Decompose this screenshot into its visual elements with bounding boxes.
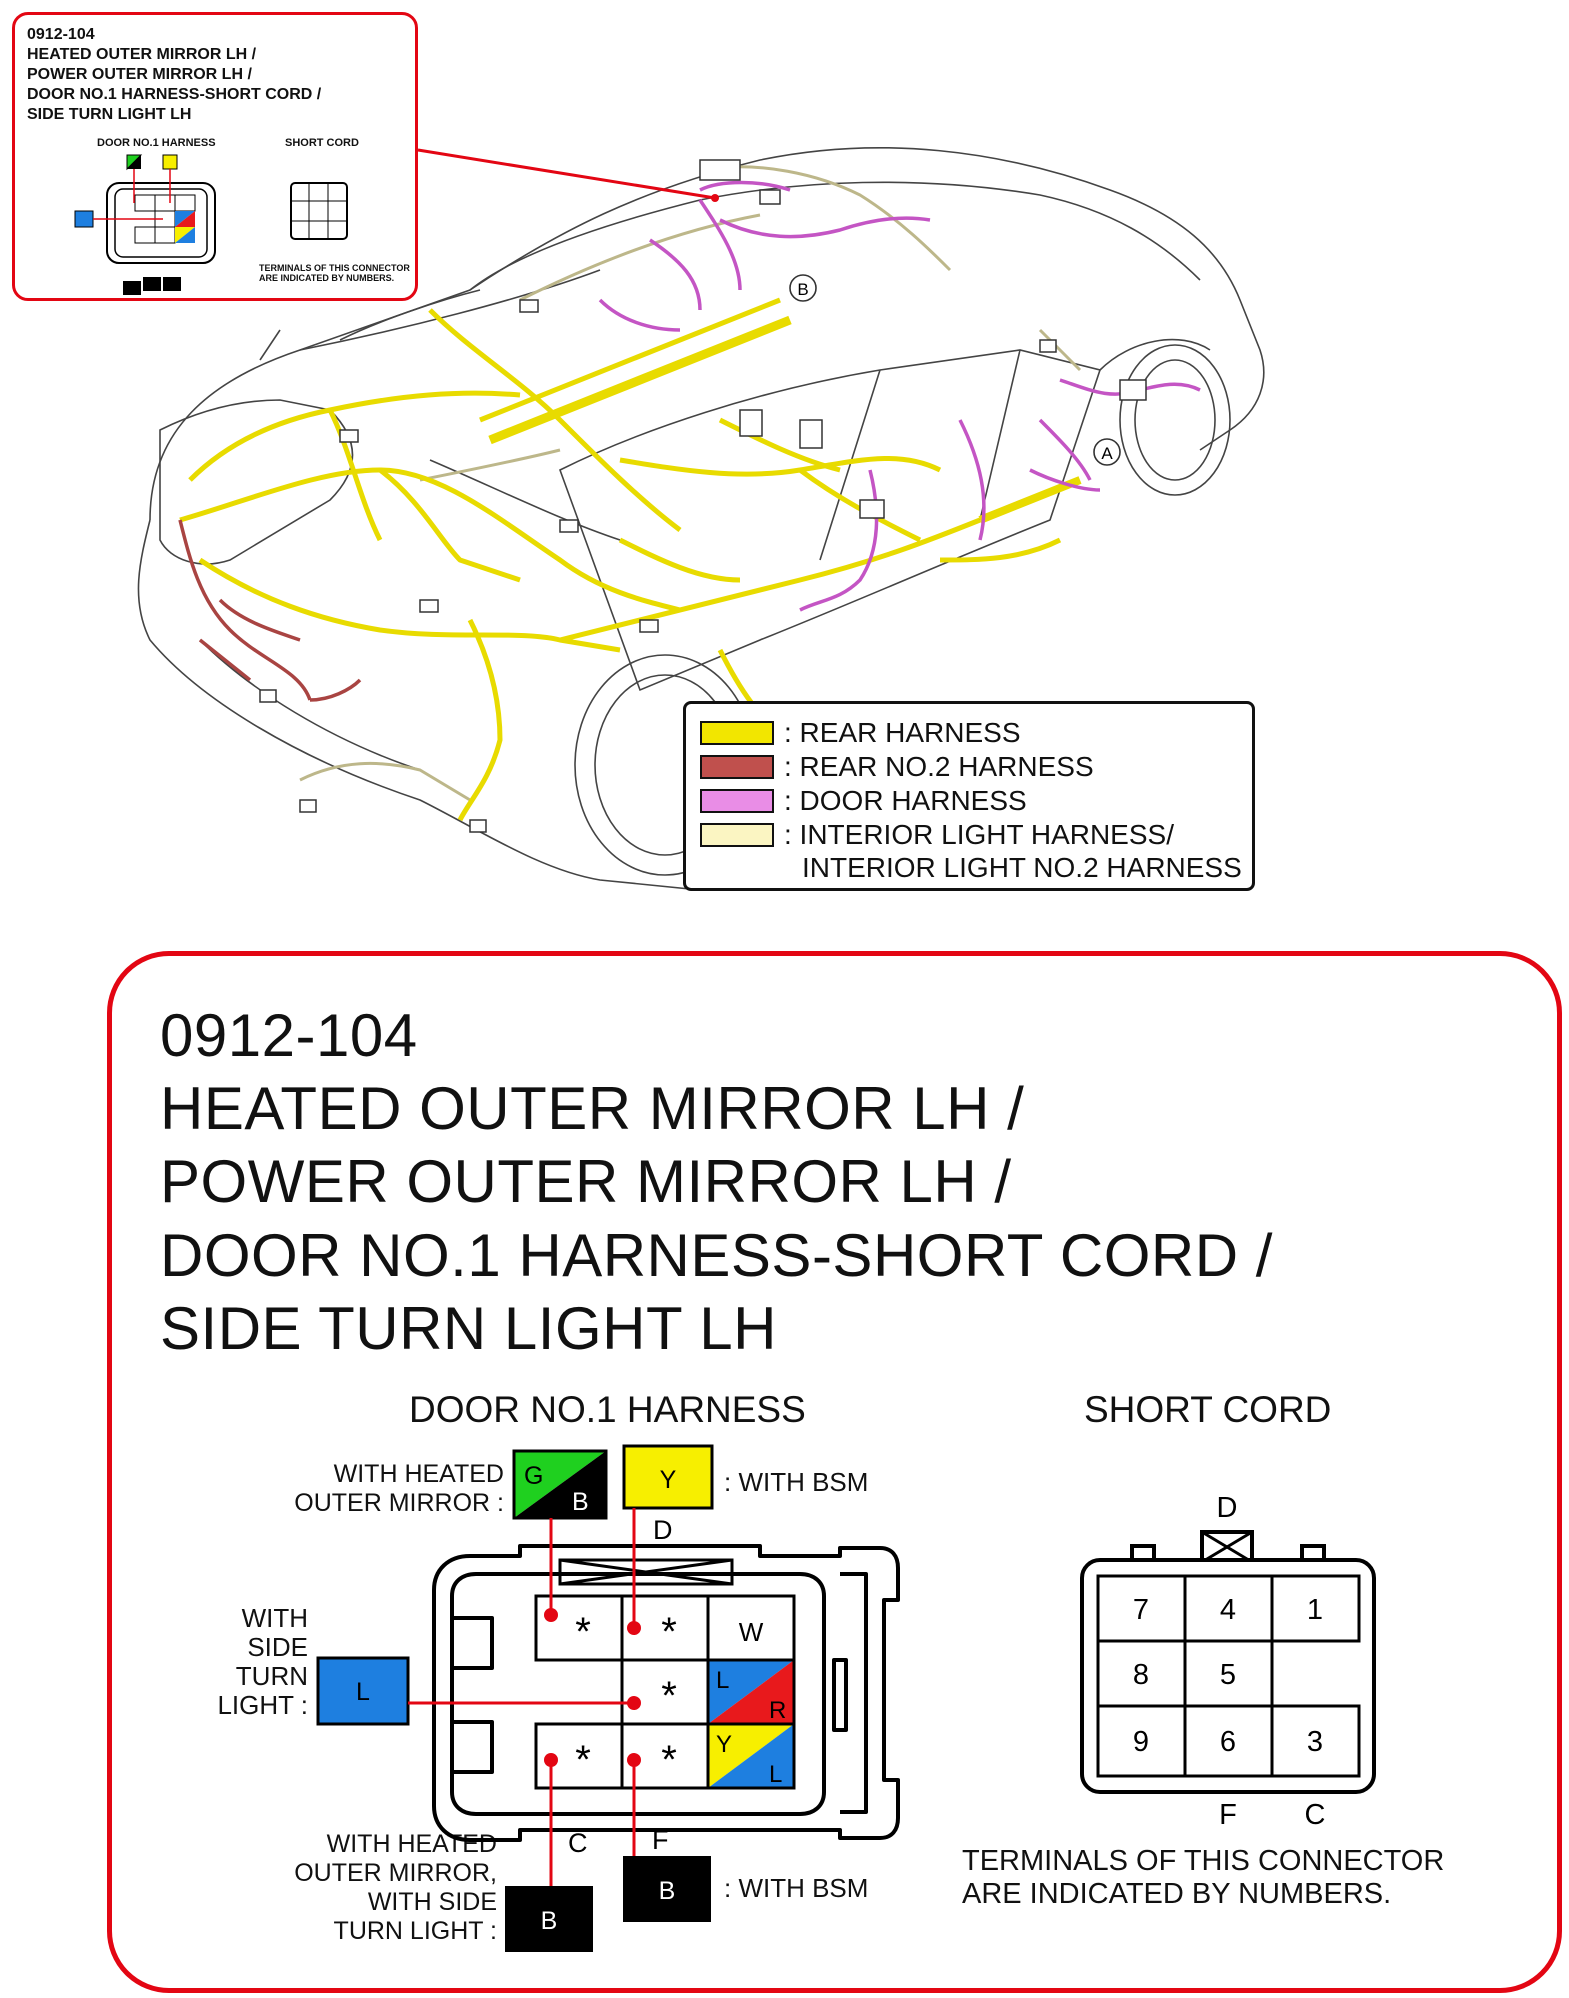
connector-title-line-2: POWER OUTER MIRROR LH /	[160, 1148, 1012, 1215]
short-cord-letter-d: D	[1216, 1492, 1238, 1524]
mini-title-line-3: DOOR NO.1 HARNESS-SHORT CORD /	[27, 86, 322, 103]
legend-label-door: : DOOR HARNESS	[784, 785, 1027, 816]
terminal-5: 5	[1219, 1659, 1237, 1691]
cell-r1c2: *	[661, 1610, 677, 1654]
terminal-7: 7	[1132, 1594, 1150, 1626]
pin-letter-d: D	[653, 1515, 673, 1545]
terminal-8: 8	[1132, 1659, 1150, 1691]
legend-label-rear: : REAR HARNESS	[784, 717, 1021, 748]
connector-title-line-1: HEATED OUTER MIRROR LH /	[160, 1075, 1025, 1142]
short-cord-letter-f: F	[1219, 1799, 1237, 1831]
cell-r3c3-l: L	[769, 1761, 783, 1788]
code-b-bottom-left: B	[540, 1907, 558, 1935]
note-bsm-bottom: : WITH BSM	[724, 1873, 869, 1903]
cell-r2c3-l: L	[716, 1667, 730, 1694]
marker-b: B	[797, 280, 809, 299]
code-l: L	[356, 1678, 370, 1706]
cell-r1c3: W	[738, 1617, 764, 1647]
connector-title-line-3: DOOR NO.1 HARNESS-SHORT CORD /	[160, 1222, 1273, 1289]
mini-title-line-4: SIDE TURN LIGHT LH	[27, 106, 192, 123]
mini-title-line-2: POWER OUTER MIRROR LH /	[27, 66, 252, 83]
cell-r2c2: *	[661, 1674, 677, 1718]
cell-r3c3-y: Y	[716, 1731, 733, 1758]
legend-label-rear-no2: : REAR NO.2 HARNESS	[784, 751, 1094, 782]
cell-r3c2: *	[661, 1738, 677, 1782]
mini-code: 0912-104	[27, 26, 95, 43]
code-b-top: B	[572, 1488, 589, 1516]
note-heated-mirror-top: WITH HEATED OUTER MIRROR :	[294, 1460, 504, 1517]
short-cord-heading: SHORT CORD	[1084, 1389, 1332, 1430]
terminal-9: 9	[1132, 1726, 1150, 1758]
cell-r2c3-r: R	[769, 1697, 787, 1724]
connector-title-line-4: SIDE TURN LIGHT LH	[160, 1295, 777, 1362]
note-heated-mirror-bottom: WITH HEATED OUTER MIRROR, WITH SIDE TURN LIGHT :	[294, 1830, 497, 1945]
mini-short-heading: SHORT CORD	[285, 137, 359, 149]
code-y: Y	[659, 1466, 677, 1494]
connector-code: 0912-104	[160, 1002, 418, 1069]
terminal-6: 6	[1219, 1726, 1237, 1758]
legend-label-interior: : INTERIOR LIGHT HARNESS/	[784, 819, 1174, 850]
marker-a: A	[1101, 444, 1113, 463]
terminal-4: 4	[1219, 1594, 1237, 1626]
mini-note: TERMINALS OF THIS CONNECTOR ARE INDICATED BY NUMBERS.	[259, 263, 410, 283]
code-g: G	[524, 1462, 544, 1490]
short-cord-letter-c: C	[1304, 1799, 1326, 1831]
legend-label-interior-2: INTERIOR LIGHT NO.2 HARNESS	[802, 852, 1242, 883]
cell-r1c1: *	[575, 1610, 591, 1654]
note-side-turn-light: WITH SIDE TURN LIGHT :	[217, 1603, 308, 1720]
cell-r3c1: *	[575, 1738, 591, 1782]
door-harness-heading: DOOR NO.1 HARNESS	[409, 1389, 806, 1430]
code-b-bottom-right: B	[658, 1877, 676, 1905]
mini-door-heading: DOOR NO.1 HARNESS	[97, 137, 216, 149]
mini-title-line-1: HEATED OUTER MIRROR LH /	[27, 46, 257, 63]
note-bsm-top: : WITH BSM	[724, 1467, 869, 1497]
terminals-note: TERMINALS OF THIS CONNECTOR ARE INDICATED BY NUMBERS.	[962, 1845, 1445, 1910]
terminal-1: 1	[1306, 1594, 1324, 1626]
pin-letter-c: C	[568, 1828, 588, 1858]
terminal-3: 3	[1306, 1726, 1324, 1758]
pin-letter-f: F	[652, 1825, 669, 1855]
